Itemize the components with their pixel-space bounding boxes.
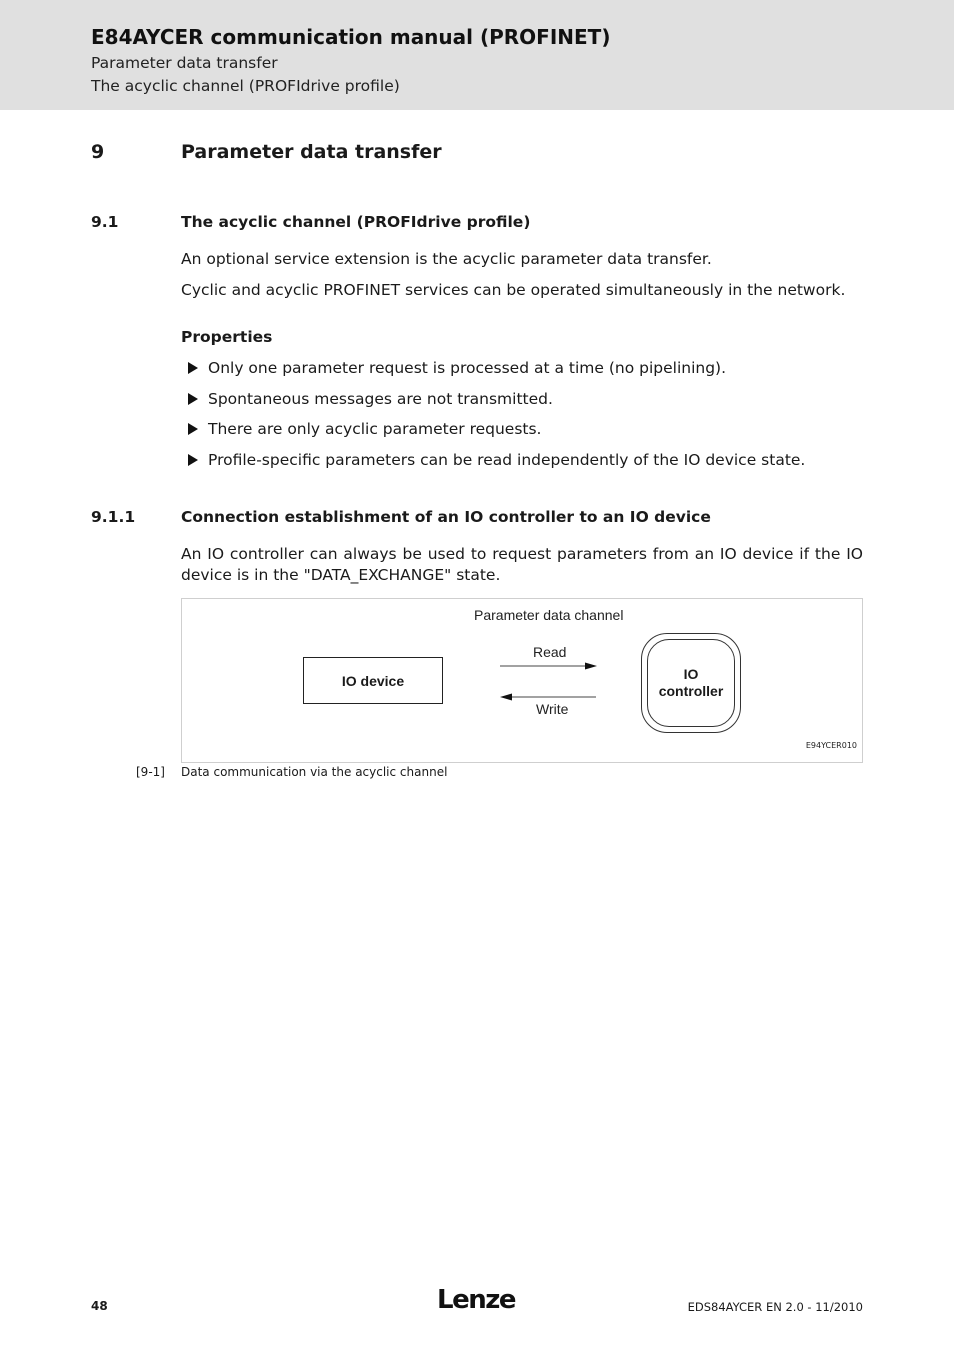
breadcrumb-chapter: Parameter data transfer — [91, 54, 278, 72]
figure-caption: Data communication via the acyclic channel — [181, 765, 448, 779]
list-item-text: There are only acyclic parameter requests. — [208, 420, 542, 438]
list-item-text: Only one parameter request is processed at a time (no pipelining). — [208, 359, 727, 377]
paragraph: An IO controller can always be used to request parameters from an IO device if the IO device is in the "DATA_EXCHANGE" state. — [181, 545, 863, 584]
section-number: 9 — [91, 141, 105, 163]
page-header — [0, 0, 954, 110]
bullet-triangle-icon — [188, 423, 198, 435]
list-item-text: Profile-specific parameters can be read independently of the IO device state. — [208, 451, 806, 469]
read-label: Read — [533, 644, 567, 660]
properties-heading: Properties — [181, 328, 273, 346]
io-controller-box — [641, 633, 741, 733]
subsection-number: 9.1 — [91, 213, 119, 231]
figure-title: Parameter data channel — [474, 607, 624, 623]
io-controller-label-line1: IO — [683, 666, 699, 682]
section-title: Parameter data transfer — [181, 141, 442, 163]
figure-code: E94YCER010 — [805, 741, 857, 750]
list-item — [188, 359, 726, 377]
subsection-title: The acyclic channel (PROFIdrive profile) — [181, 213, 531, 231]
lenze-logo: Lenze — [437, 1285, 515, 1315]
subsubsection-title: Connection establishment of an IO controller to an IO device — [181, 508, 711, 526]
document-title: E84AYCER communication manual (PROFINET) — [91, 25, 611, 49]
io-device-label: IO device — [341, 672, 405, 689]
bullet-triangle-icon — [188, 393, 198, 405]
document-id: EDS84AYCER EN 2.0 - 11/2010 — [687, 1300, 863, 1314]
bullet-triangle-icon — [188, 362, 198, 374]
write-label: Write — [536, 701, 569, 717]
list-item — [188, 390, 553, 408]
subsubsection-number: 9.1.1 — [91, 508, 136, 526]
list-item — [188, 420, 542, 438]
bullet-triangle-icon — [188, 454, 198, 466]
figure-diagram — [181, 598, 863, 763]
list-item — [188, 451, 805, 469]
write-arrowhead-icon — [500, 694, 512, 701]
paragraph: Cyclic and acyclic PROFINET services can be operated simultaneously in the network. — [181, 281, 846, 299]
list-item-text: Spontaneous messages are not transmitted. — [208, 390, 553, 408]
read-arrowhead-icon — [585, 663, 597, 670]
breadcrumb-section: The acyclic channel (PROFIdrive profile) — [91, 77, 400, 95]
page-number: 48 — [91, 1299, 108, 1313]
figure-caption-number: [9-1] — [136, 765, 165, 779]
io-controller-inner — [647, 639, 735, 727]
arrows-graphic — [182, 599, 862, 762]
paragraph: An optional service extension is the acyclic parameter data transfer. — [181, 250, 712, 268]
io-controller-label-line2: controller — [658, 683, 724, 699]
